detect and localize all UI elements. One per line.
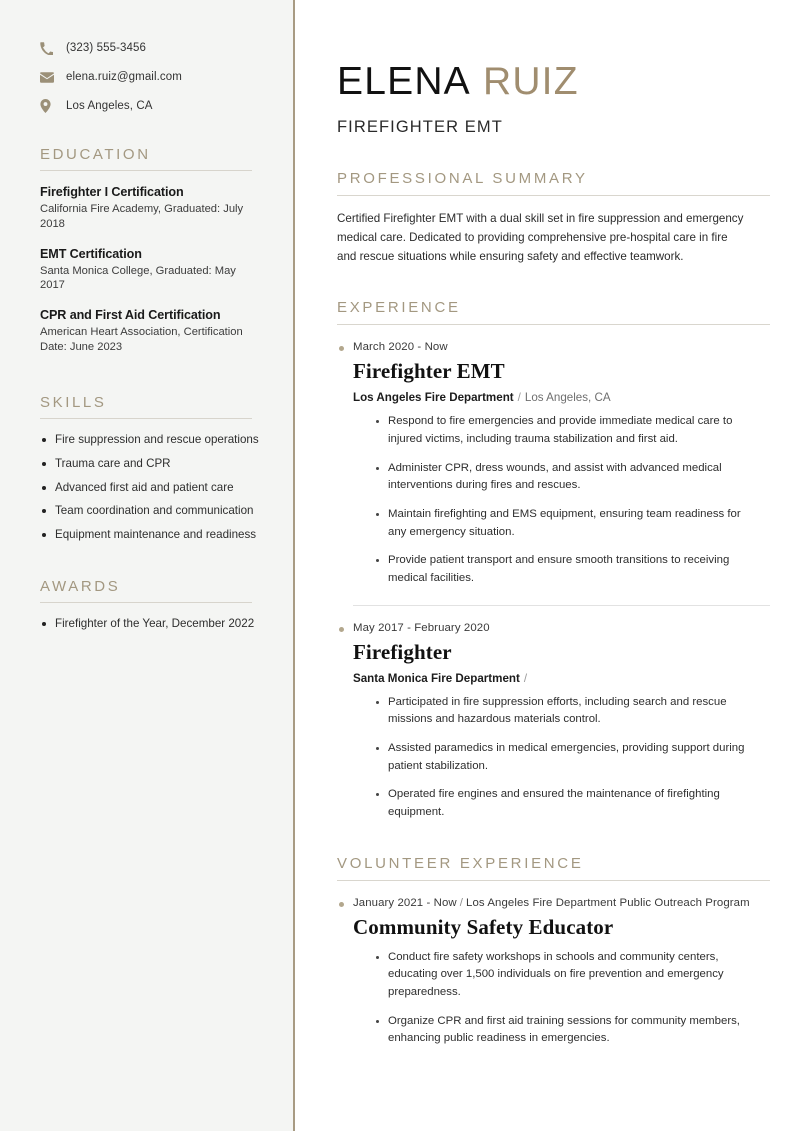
separator-slash: / [459, 896, 464, 909]
education-item-title: Firefighter I Certification [40, 185, 184, 199]
separator-slash: / [517, 391, 521, 405]
contact-location-text: Los Angeles, CA [66, 100, 153, 112]
awards-section [40, 576, 293, 631]
education-rule [40, 170, 252, 171]
entry-title: Firefighter [353, 639, 452, 664]
experience-entry [337, 622, 770, 822]
entry-bullets [375, 694, 770, 822]
list-item: Equipment maintenance and readiness [40, 528, 293, 542]
sidebar [0, 0, 295, 1131]
entry-company: Los Angeles Fire Department [353, 391, 514, 405]
entry-dates: May 2017 - February 2020 [337, 622, 770, 634]
contact-list [40, 40, 293, 114]
volunteer-entry [337, 897, 770, 1048]
list-item: Respond to fire emergencies and provide immediate medical care to injured victims, including trauma stabilization and first aid. [375, 413, 757, 448]
list-item: Trauma care and CPR [40, 457, 293, 471]
contact-phone [40, 40, 293, 56]
entry-dates: January 2021 - Now [353, 896, 457, 909]
experience-entry [337, 341, 770, 587]
list-item: Conduct fire safety workshops in schools and community centers, educating over 1,500 individuals on fire prevention and emergency preparedness. [375, 949, 757, 1002]
skills-section [40, 392, 293, 543]
education-item-detail: American Heart Association, Certification Date: June 2023 [40, 326, 243, 353]
entry-divider [353, 605, 770, 606]
entry-location: Los Angeles, CA [524, 391, 611, 405]
education-item [40, 247, 293, 294]
summary-rule [337, 195, 770, 196]
experience-rule [337, 324, 770, 325]
contact-email-text: elena.ruiz@gmail.com [66, 71, 182, 83]
experience-heading: EXPERIENCE [337, 299, 461, 317]
name-last: RUIZ [482, 60, 579, 103]
list-item: Advanced first aid and patient care [40, 481, 293, 495]
contact-phone-text: (323) 555-3456 [66, 42, 147, 54]
entry-dates-and-org [337, 897, 770, 909]
summary-heading: PROFESSIONAL SUMMARY [337, 170, 588, 187]
awards-list [40, 617, 293, 631]
list-item: Assisted paramedics in medical emergencies, providing support during patient stabilization. [375, 740, 757, 775]
separator-slash: / [523, 671, 528, 685]
volunteer-heading: VOLUNTEER EXPERIENCE [337, 854, 584, 872]
entry-bullets [375, 949, 770, 1048]
list-item: Maintain firefighting and EMS equipment, ensuring team readiness for any emergency situation. [375, 506, 757, 541]
entry-organization: Los Angeles Fire Department Public Outreach Program [466, 896, 750, 909]
skills-rule [40, 418, 252, 419]
list-item: Firefighter of the Year, December 2022 [40, 617, 293, 631]
list-item: Administer CPR, dress wounds, and assist with advanced medical interventions during fires and rescues. [375, 460, 757, 495]
education-item-detail: Santa Monica College, Graduated: May 2017 [40, 264, 236, 292]
skills-list [40, 433, 293, 543]
list-item: Operated fire engines and ensured the maintenance of firefighting equipment. [375, 786, 757, 821]
list-item: Organize CPR and first aid training sessions for community members, enhancing public readiness in emergencies. [375, 1013, 757, 1048]
entry-dates: March 2020 - Now [337, 341, 770, 353]
entry-bullets [375, 413, 770, 587]
page-title [337, 62, 770, 101]
experience-section [337, 299, 770, 821]
education-item [40, 185, 293, 232]
education-item-detail: California Fire Academy, Graduated: July 2018 [40, 203, 244, 230]
volunteer-rule [337, 880, 770, 881]
list-item: Team coordination and communication [40, 504, 293, 518]
entry-company: Santa Monica Fire Department [353, 671, 520, 685]
education-section [40, 144, 293, 355]
name-first: ELENA [337, 60, 471, 103]
summary-section [337, 170, 770, 266]
contact-location [40, 98, 293, 114]
main-content [295, 0, 800, 1131]
list-item: Participated in fire suppression efforts, including search and rescue missions and hazardous materials control. [375, 694, 757, 729]
education-item-title: CPR and First Aid Certification [40, 308, 221, 323]
list-item: Fire suppression and rescue operations [40, 433, 293, 447]
volunteer-section [337, 855, 770, 1048]
entry-title: Community Safety Educator [353, 914, 614, 939]
phone-icon [40, 42, 57, 55]
contact-email [40, 69, 293, 85]
awards-rule [40, 602, 252, 603]
skills-heading: SKILLS [40, 393, 107, 411]
entry-organization [353, 391, 770, 404]
education-item [40, 308, 293, 355]
entry-title: Firefighter EMT [353, 359, 505, 384]
education-item-title: EMT Certification [40, 246, 142, 261]
map-pin-icon [40, 99, 57, 113]
awards-heading: AWARDS [40, 578, 121, 596]
envelope-icon [40, 72, 57, 83]
education-heading: EDUCATION [40, 146, 151, 163]
headline-role: FIREFIGHTER EMT [337, 118, 503, 136]
entry-organization [353, 672, 770, 685]
summary-text: Certified Firefighter EMT with a dual skill set in fire suppression and emergency medical care. Dedicated to providing comprehensive pre-hospital care in fire and rescue situations while ensuring safety and effective teamwork. [337, 212, 744, 263]
list-item: Provide patient transport and ensure smooth transitions to receiving medical facilities. [375, 552, 757, 587]
